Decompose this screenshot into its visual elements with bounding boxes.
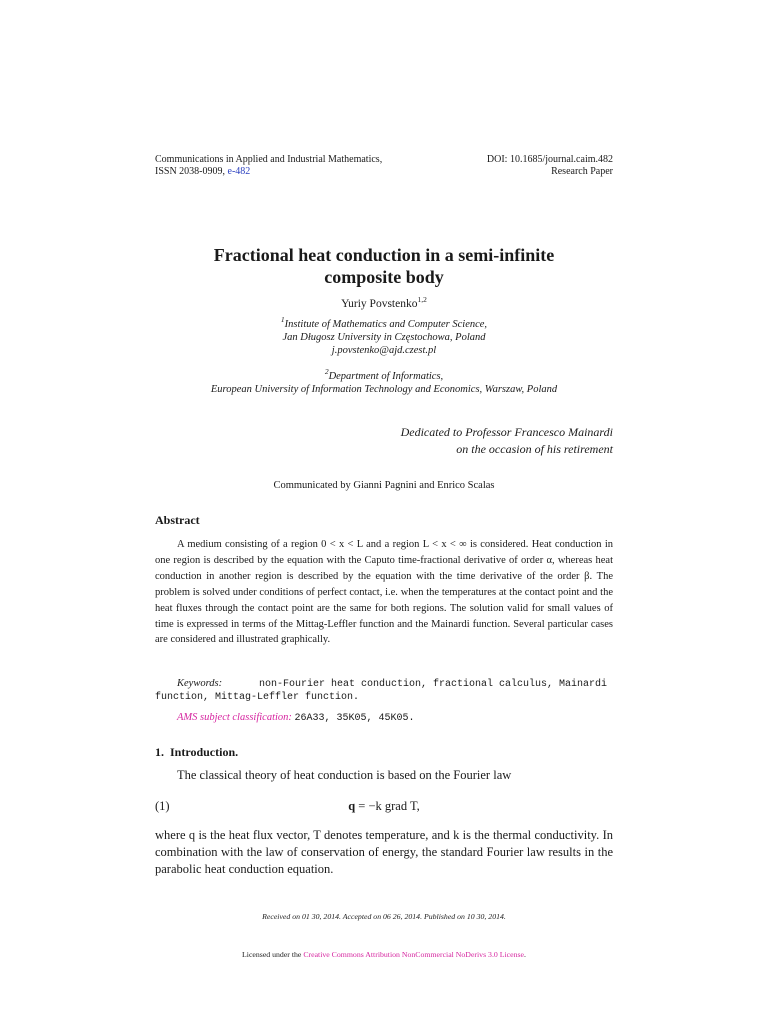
dedication-line-1: Dedicated to Professor Francesco Mainardi (400, 425, 613, 439)
affiliation-1-mark: 1 (280, 315, 285, 324)
affiliation-1-line-2: Jan Długosz University in Częstochowa, Poland (282, 332, 486, 343)
communicated-by: Communicated by Gianni Pagnini and Enrico Scalas (273, 480, 495, 491)
equation-rhs: = −k grad T, (355, 799, 420, 813)
journal-header (155, 154, 382, 178)
equation-lhs: q (348, 799, 356, 813)
title-line-1: Fractional heat conduction in a semi-infinite (213, 245, 555, 265)
affiliation-2 (0, 367, 768, 396)
ams-codes: 26A33, 35K05, 45K05. (294, 713, 415, 724)
issue-link[interactable]: e-482 (227, 166, 251, 177)
title-line-2: composite body (324, 267, 444, 287)
affiliation-1-name: Institute of Mathematics and Computer Science, (284, 319, 488, 330)
affiliation-2-line-1 (0, 367, 768, 383)
intro-sentence: The classical theory of heat conduction is based on the Fourier law (177, 768, 512, 782)
keywords-line-1: non-Fourier heat conduction, fractional calculus, Mainardi (259, 679, 608, 690)
keywords-continuation (155, 691, 359, 703)
issn-line (155, 166, 382, 178)
doi-header (487, 154, 613, 178)
author-line (0, 295, 768, 310)
dedication-line-2: on the occasion of his retirement (456, 442, 613, 456)
keywords-label: Keywords: (177, 678, 223, 689)
section-number: 1. (155, 745, 164, 759)
affiliation-2-line-2: European University of Information Technology and Economics, Warszaw, Poland (210, 384, 558, 395)
affiliation-2-mark: 2 (324, 367, 329, 376)
equation-number: (1) (155, 799, 170, 813)
license-suffix: . (524, 950, 526, 959)
ams-classification (177, 712, 415, 724)
author-affil-marks: 1,2 (417, 295, 427, 304)
affiliation-1 (0, 315, 768, 357)
ams-label-link[interactable]: AMS subject classification: (177, 712, 292, 723)
issn: ISSN 2038-0909, (155, 166, 226, 177)
journal-name: Communications in Applied and Industrial Mathematics, (155, 154, 383, 165)
keywords-line-2: function, Mittag-Leffler function. (155, 692, 360, 703)
received-dates: Received on 01 30, 2014. Accepted on 06 26, 2014. Published on 10 30, 2014. (262, 912, 506, 921)
section-title: Introduction. (170, 745, 239, 759)
dedication (401, 424, 613, 458)
abstract-heading: Abstract (155, 513, 200, 527)
author-email: j.povstenko@ajd.czest.pl (331, 345, 437, 356)
abstract-text: A medium consisting of a region 0 < x < L and a region L < x < ∞ is considered. Heat conduction in one region is described by the equation with the Caputo time-fractional derivative of order α, whereas heat conduction in another region is described by the equation with the time derivative of the order β. The problem is solved under conditions of perfect contact, i.e. when the temperatures at the contact point and the heat fluxes through the contact point are the same for both regions. The solution valid for small values of time is expressed in terms of the Mittag-Leffler function and the Mainardi function. Several particular cases are considered and illustrated graphically. (155, 539, 613, 646)
affiliation-2-name: Department of Informatics, (328, 371, 444, 382)
affiliation-1-line-1 (0, 315, 768, 331)
doi: DOI: 10.1685/journal.caim.482 (486, 154, 613, 165)
equation-fourier-law (0, 799, 768, 814)
license-line (0, 950, 768, 959)
author-name: Yuriy Povstenko (341, 298, 418, 310)
paper-type: Research Paper (551, 166, 613, 177)
body-paragraph: where q is the heat flux vector, T denotes temperature, and k is the thermal conductivity. In combination with the law of conservation of energy, the standard Fourier law results in the parabolic heat conduction equation. (155, 828, 613, 876)
paper-title (0, 244, 768, 288)
section-heading (155, 745, 238, 760)
license-prefix: Licensed under the (242, 950, 304, 959)
license-link[interactable]: Creative Commons Attribution NonCommercial NoDerivs 3.0 License (303, 950, 524, 959)
